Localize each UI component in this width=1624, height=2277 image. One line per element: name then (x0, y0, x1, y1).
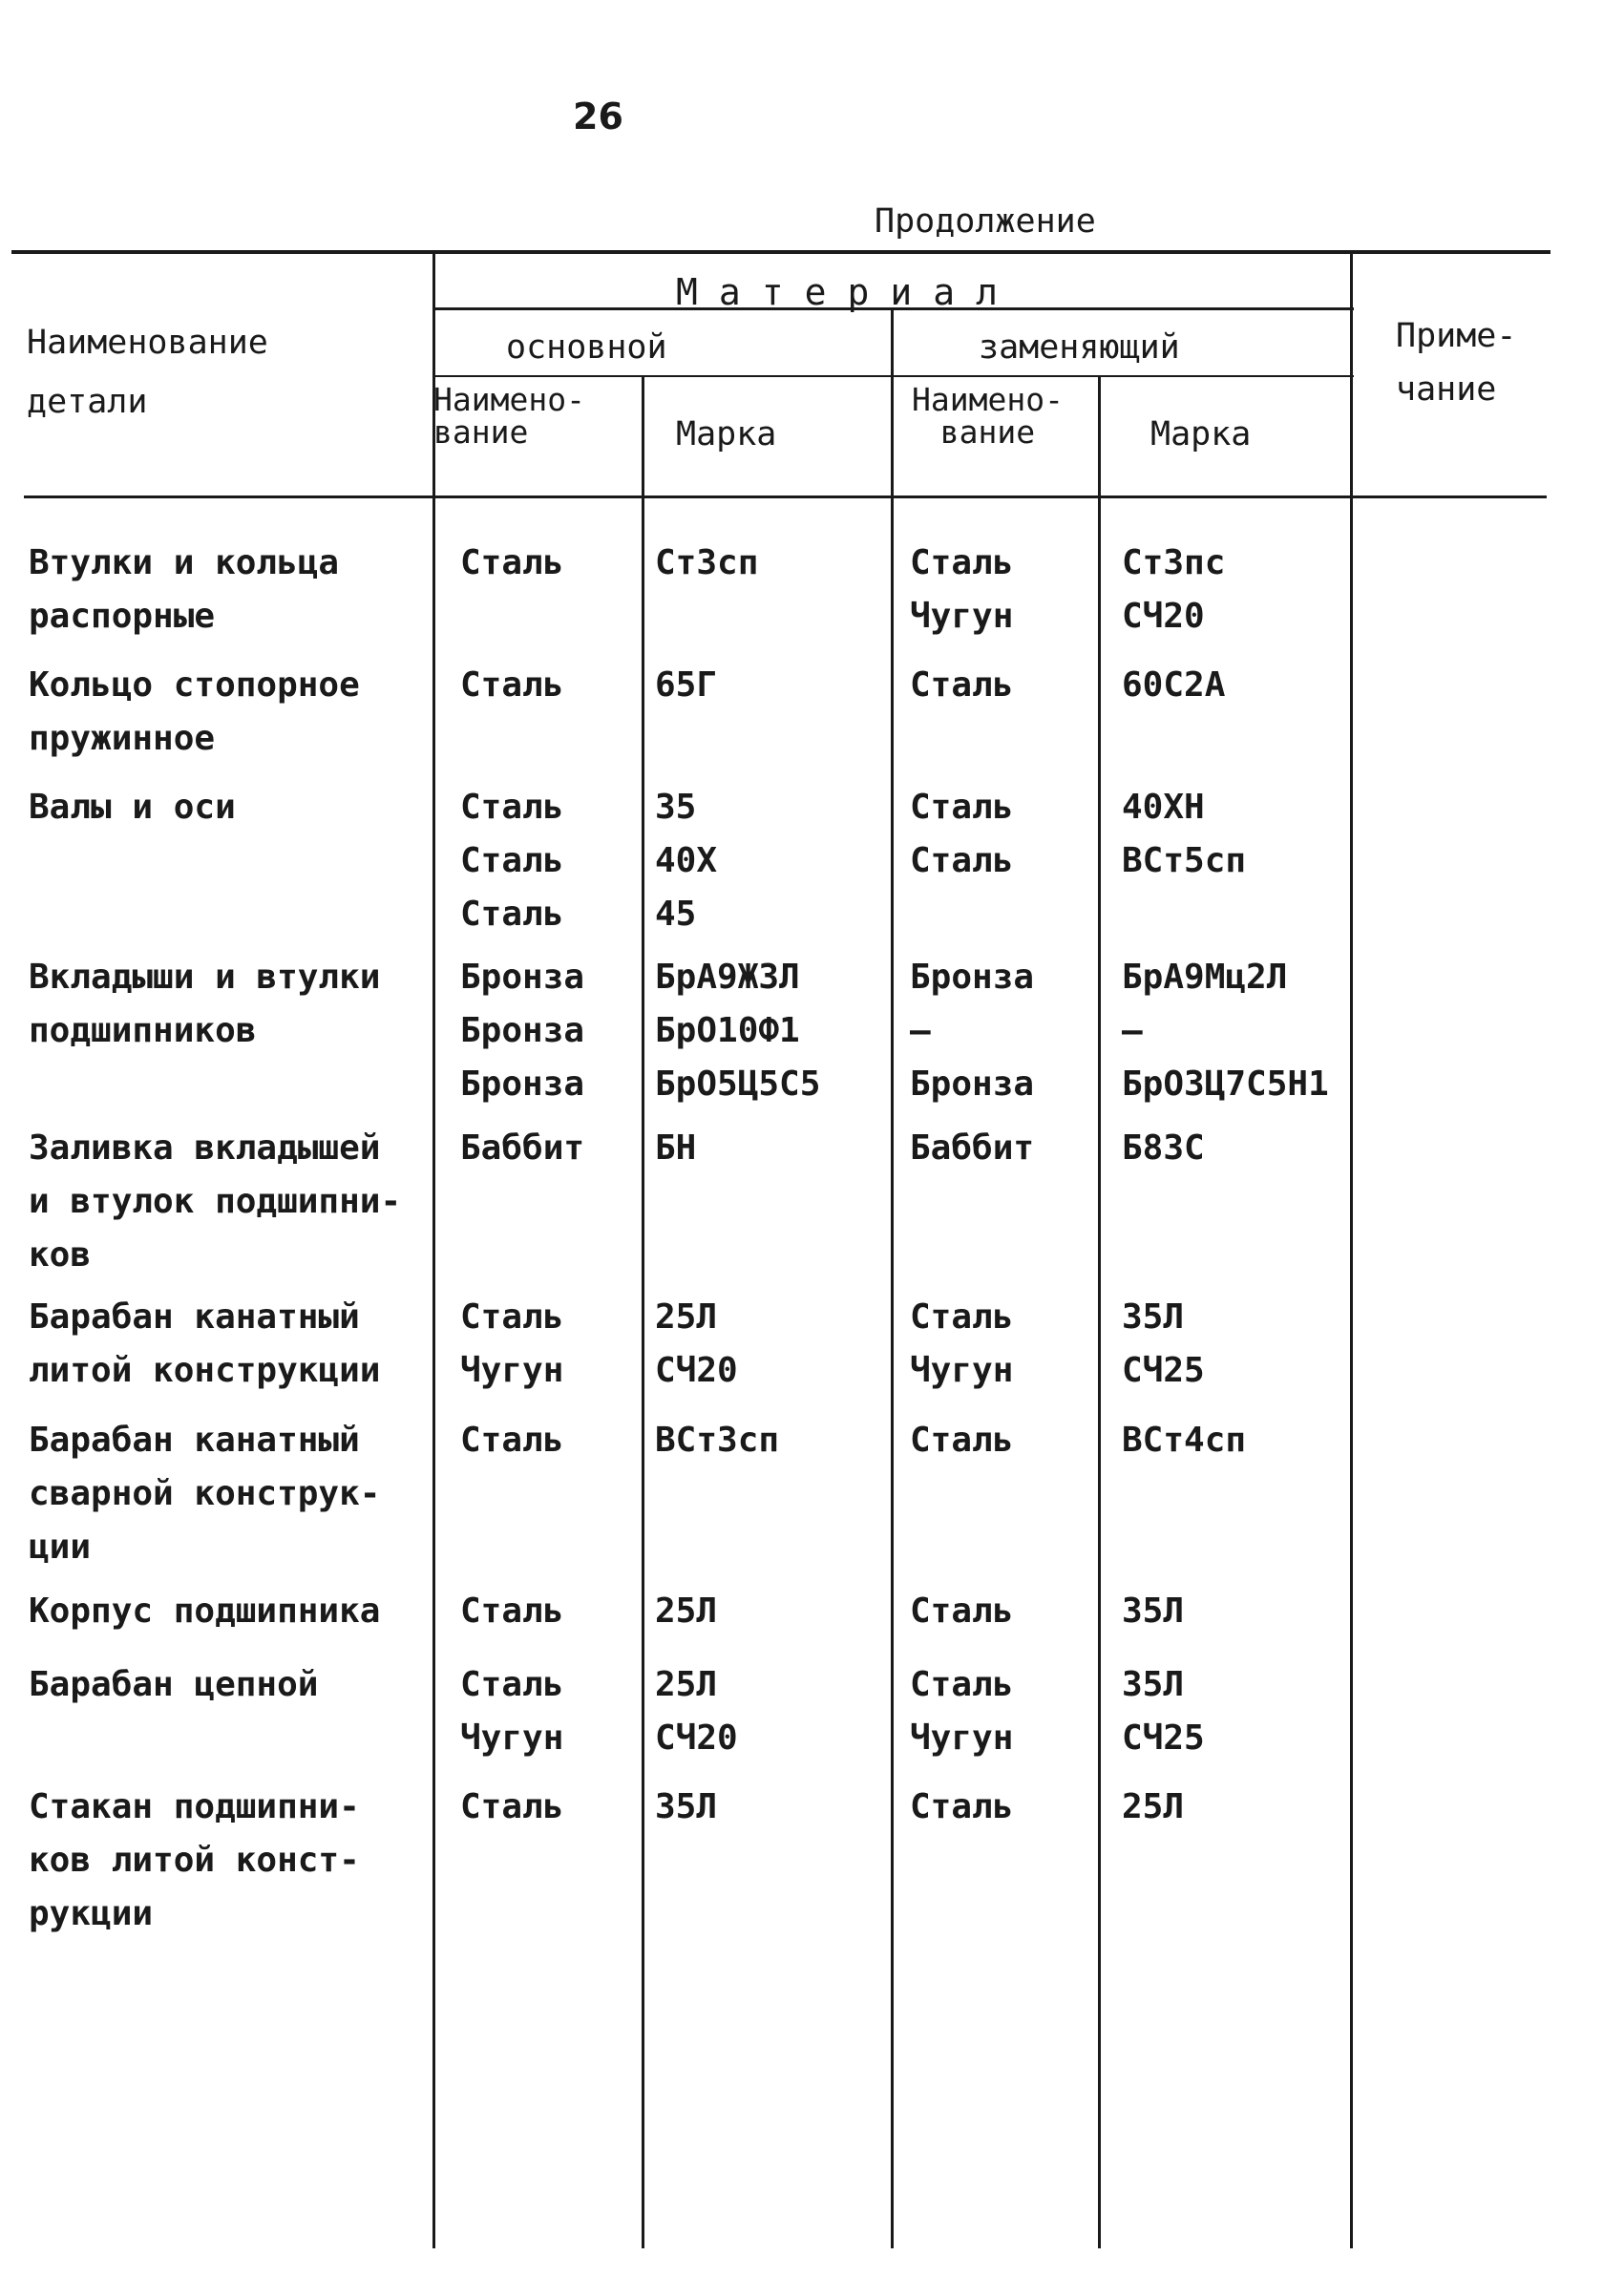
cell-line: Бронза (460, 1065, 585, 1104)
cell-line: Сталь (460, 788, 564, 827)
cell-line: Сталь (460, 543, 564, 582)
cell-line: Ст3сп (655, 543, 759, 582)
part-name-cell (29, 659, 360, 766)
cell-line: 25Л (655, 1665, 718, 1704)
cell-line: СЧ20 (1122, 597, 1205, 636)
part-name-cell (29, 1585, 380, 1638)
cell-line: Валы и оси (29, 788, 236, 827)
cell-line: 60С2А (1122, 665, 1226, 705)
cell-line: Сталь (910, 1665, 1014, 1704)
cell-line: Сталь (910, 543, 1014, 582)
cell-line: Баббит (910, 1128, 1035, 1168)
cell-line: Сталь (460, 665, 564, 705)
cell-line: Сталь (460, 1787, 564, 1826)
header-primary-grade: Марка (676, 415, 777, 453)
cell-line: Бронза (910, 958, 1035, 997)
primary-name-cell (460, 1781, 563, 1834)
cell-line: Сталь (460, 1592, 564, 1631)
cell-line: сварной конструк- (29, 1474, 381, 1513)
cell-line: Сталь (910, 1297, 1014, 1337)
substitute-name-cell (910, 537, 1013, 643)
substitute-grade-cell (1122, 781, 1246, 888)
cell-line: БрО3Ц7С5Н1 (1122, 1065, 1329, 1104)
page-number: 26 (573, 95, 623, 137)
part-name-cell (29, 1658, 318, 1712)
cell-line: 35Л (1122, 1297, 1185, 1337)
cell-line: 25Л (655, 1297, 718, 1337)
cell-line: Сталь (910, 665, 1014, 705)
cell-line: Сталь (460, 895, 564, 934)
part-name-cell (29, 1414, 380, 1574)
cell-line: Стакан подшипни- (29, 1787, 360, 1826)
substitute-grade-cell (1122, 1122, 1205, 1175)
primary-grade-cell (655, 951, 820, 1111)
cell-line: Бронза (910, 1065, 1035, 1104)
substitute-grade-cell (1122, 1781, 1184, 1834)
header-note: Приме- чание (1396, 317, 1517, 409)
cell-line: Сталь (910, 1787, 1014, 1826)
substitute-grade-cell (1122, 1585, 1184, 1638)
cell-line: ВСт4сп (1122, 1421, 1247, 1460)
part-name-cell (29, 781, 236, 834)
column-divider-note (1350, 253, 1353, 2248)
primary-grade-cell (655, 537, 758, 590)
cell-line: – (1122, 1011, 1143, 1050)
header-primary-name: Наимено- вание (433, 381, 585, 451)
substitute-name-cell (910, 659, 1013, 712)
substitute-name-cell (910, 1658, 1013, 1765)
primary-grade-cell (655, 1585, 717, 1638)
cell-line: Сталь (460, 1421, 564, 1460)
cell-line: Корпус подшипника (29, 1592, 381, 1631)
cell-line: Сталь (460, 841, 564, 880)
substitute-name-cell (910, 1291, 1013, 1398)
substitute-name-cell (910, 1122, 1034, 1175)
substitute-grade-cell (1122, 537, 1225, 643)
cell-line: Бронза (460, 1011, 585, 1050)
part-name-cell (29, 951, 380, 1058)
cell-line: 40ХН (1122, 788, 1205, 827)
primary-grade-cell (655, 1414, 779, 1467)
cell-line: БН (655, 1128, 697, 1168)
cell-line: СЧ25 (1122, 1351, 1205, 1390)
header-part-name: Наименование детали (27, 324, 268, 421)
primary-grade-cell (655, 1658, 738, 1765)
primary-name-cell (460, 537, 563, 590)
cell-line: 45 (655, 895, 697, 934)
header-substitute-name: Наимено- вание (912, 381, 1064, 451)
part-name-cell (29, 1291, 380, 1398)
cell-line: Барабан канатный (29, 1421, 360, 1460)
part-name-cell (29, 1781, 360, 1941)
cell-line: ВСт5сп (1122, 841, 1247, 880)
cell-line: СЧ20 (655, 1718, 738, 1758)
cell-line: ВСт3сп (655, 1421, 780, 1460)
cell-line: 65Г (655, 665, 718, 705)
primary-name-cell (460, 1585, 563, 1638)
cell-line: Баббит (460, 1128, 585, 1168)
table-top-border (11, 250, 1550, 254)
cell-line: Сталь (460, 1665, 564, 1704)
column-divider-part (432, 253, 435, 2248)
primary-grade-cell (655, 1122, 696, 1175)
cell-line: и втулок подшипни- (29, 1182, 402, 1221)
cell-line: Барабан канатный (29, 1297, 360, 1337)
cell-line: Чугун (910, 597, 1014, 636)
primary-grade-cell (655, 1291, 738, 1398)
header-bottom-border (24, 495, 1547, 498)
primary-name-cell (460, 781, 563, 941)
cell-line: СЧ25 (1122, 1718, 1205, 1758)
part-name-cell (29, 537, 339, 643)
cell-line: 25Л (655, 1592, 718, 1631)
cell-line: Чугун (460, 1718, 564, 1758)
cell-line: БрА9Мц2Л (1122, 958, 1288, 997)
continuation-label: Продолжение (875, 202, 1096, 241)
cell-line: пружинное (29, 719, 216, 758)
primary-name-cell (460, 1291, 563, 1398)
cell-line: Сталь (910, 841, 1014, 880)
cell-line: Сталь (460, 1297, 564, 1337)
cell-line: БрО5Ц5С5 (655, 1065, 821, 1104)
header-substitute-grade: Марка (1150, 415, 1252, 453)
cell-line: Барабан цепной (29, 1665, 319, 1704)
header-substitute: заменяющий (979, 328, 1180, 367)
cell-line: Б83С (1122, 1128, 1205, 1168)
subheader-divider (434, 375, 1354, 377)
cell-line: литой конструкции (29, 1351, 381, 1390)
cell-line: БрА9Ж3Л (655, 958, 800, 997)
cell-line: Чугун (910, 1718, 1014, 1758)
primary-name-cell (460, 1414, 563, 1467)
cell-line: Заливка вкладышей (29, 1128, 381, 1168)
column-divider-substitute (891, 308, 894, 2248)
cell-line: 35Л (655, 1787, 718, 1826)
cell-line: Втулки и кольца (29, 543, 340, 582)
cell-line: Сталь (910, 788, 1014, 827)
substitute-grade-cell (1122, 1414, 1246, 1467)
column-divider-substitute-grade (1098, 377, 1101, 2248)
cell-line: Кольцо стопорное (29, 665, 360, 705)
column-divider-primary-grade (642, 377, 644, 2248)
cell-line: Вкладыши и втулки (29, 958, 381, 997)
substitute-grade-cell (1122, 1658, 1205, 1765)
header-material: Материал (676, 271, 1020, 313)
cell-line: подшипников (29, 1011, 257, 1050)
substitute-grade-cell (1122, 659, 1225, 712)
substitute-name-cell (910, 1414, 1013, 1467)
substitute-name-cell (910, 951, 1034, 1111)
cell-line: распорные (29, 597, 216, 636)
cell-line: Ст3пс (1122, 543, 1226, 582)
cell-line: ции (29, 1528, 92, 1567)
cell-line: 40Х (655, 841, 718, 880)
primary-grade-cell (655, 1781, 717, 1834)
cell-line: Чугун (460, 1351, 564, 1390)
cell-line: Сталь (910, 1421, 1014, 1460)
cell-line: ков литой конст- (29, 1841, 360, 1880)
primary-name-cell (460, 659, 563, 712)
primary-name-cell (460, 1658, 563, 1765)
cell-line: 35 (655, 788, 697, 827)
part-name-cell (29, 1122, 401, 1282)
primary-name-cell (460, 951, 584, 1111)
cell-line: ков (29, 1235, 92, 1275)
substitute-grade-cell (1122, 1291, 1205, 1398)
cell-line: рукции (29, 1894, 154, 1933)
substitute-grade-cell (1122, 951, 1329, 1111)
primary-grade-cell (655, 781, 717, 941)
cell-line: 35Л (1122, 1592, 1185, 1631)
cell-line: СЧ20 (655, 1351, 738, 1390)
cell-line: 35Л (1122, 1665, 1185, 1704)
substitute-name-cell (910, 781, 1013, 888)
primary-grade-cell (655, 659, 717, 712)
cell-line: Сталь (910, 1592, 1014, 1631)
cell-line: БрО10Ф1 (655, 1011, 800, 1050)
cell-line: 25Л (1122, 1787, 1185, 1826)
cell-line: Бронза (460, 958, 585, 997)
primary-name-cell (460, 1122, 584, 1175)
cell-line: Чугун (910, 1351, 1014, 1390)
substitute-name-cell (910, 1781, 1013, 1834)
substitute-name-cell (910, 1585, 1013, 1638)
header-primary: основной (506, 328, 667, 367)
cell-line: – (910, 1011, 931, 1050)
